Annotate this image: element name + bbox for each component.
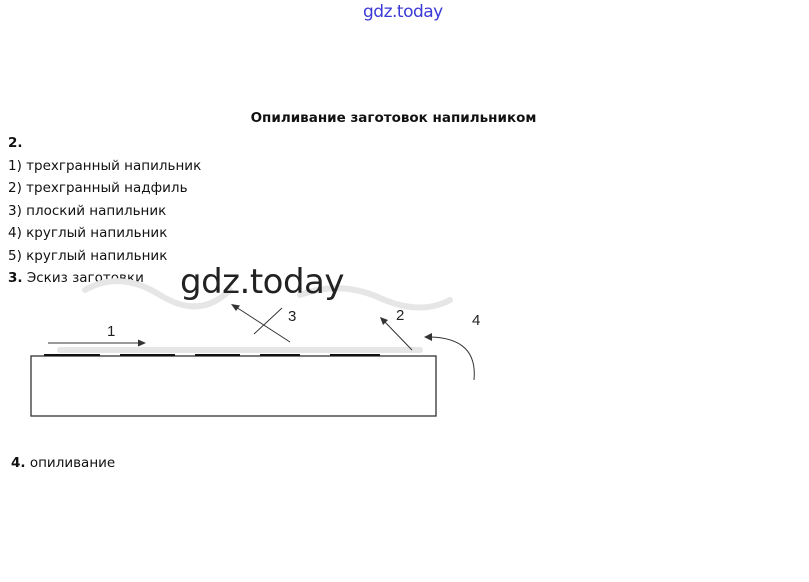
workpiece-sketch [0, 250, 809, 450]
label-2: 2 [396, 307, 405, 324]
tool-item-1: 1) трехгранный напильник [8, 157, 202, 174]
label-4: 4 [472, 312, 481, 329]
tool-item-4: 4) круглый напильник [8, 225, 168, 241]
section-3-text: Эскиз заготовки [26, 270, 144, 286]
watermark-middle: gdz.today [180, 262, 344, 302]
section-3-number: 3. [8, 270, 23, 286]
label-3: 3 [288, 308, 297, 325]
section-4-line [11, 455, 115, 471]
page-title: Опиливание заготовок напильником [250, 110, 537, 126]
tool-item-2: 2) трехгранный надфиль [8, 180, 188, 196]
workpiece-rectangle [31, 356, 436, 416]
tool-item-5: 5) круглый напильник [8, 247, 168, 264]
arrow-1 [48, 340, 146, 347]
tool-item-3: 3) плоский напильник [8, 202, 167, 219]
section-4-number: 4. [11, 455, 26, 471]
section-2-number: 2. [8, 135, 23, 151]
watermark-top: gdz.today [363, 2, 443, 22]
label-1: 1 [107, 323, 116, 340]
section-4-text: опиливание [29, 455, 116, 471]
arrow-3 [231, 304, 290, 342]
